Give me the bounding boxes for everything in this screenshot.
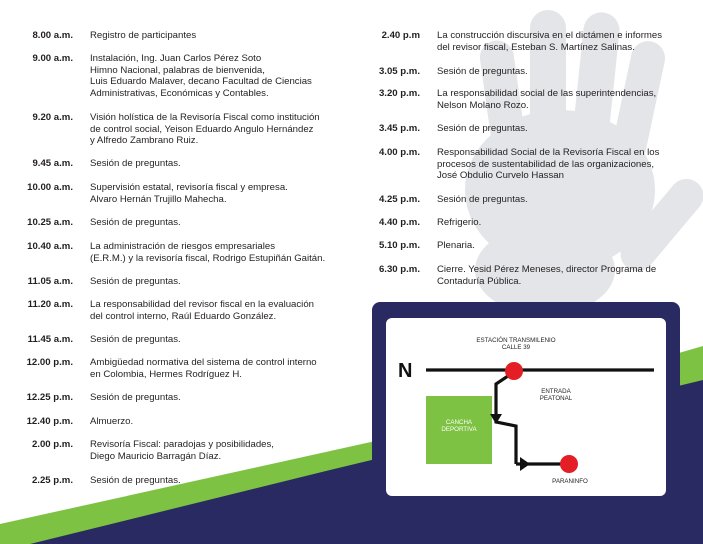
destination-marker bbox=[560, 455, 578, 473]
schedule-time: 4.00 p.m. bbox=[378, 147, 420, 158]
schedule-time: 9.00 a.m. bbox=[32, 53, 73, 64]
schedule-time: 12.40 p.m. bbox=[26, 416, 73, 427]
schedule-description: Almuerzo. bbox=[90, 416, 134, 427]
schedule-description: Sesión de preguntas. bbox=[90, 334, 181, 345]
schedule-time: 12.00 p.m. bbox=[26, 357, 73, 368]
schedule-description: Sesión de preguntas. bbox=[90, 217, 181, 228]
schedule-time: 10.00 a.m. bbox=[27, 182, 73, 193]
schedule-time: 9.20 a.m. bbox=[32, 112, 73, 123]
schedule-description: Registro de participantes bbox=[90, 30, 197, 41]
schedule-description: Sesión de preguntas. bbox=[90, 276, 181, 287]
schedule-time: 2.40 p.m bbox=[381, 30, 420, 41]
schedule-time: 3.05 p.m. bbox=[378, 66, 420, 77]
schedule-description: Visión holística de la Revisoría Fiscal como institución de control social, Yeison Eduardo Angulo Hernández y Alfredo Zambrano Ruiz. bbox=[90, 112, 320, 147]
schedule-time: 6.30 p.m. bbox=[378, 264, 420, 275]
schedule-description: Revisoría Fiscal: paradojas y posibilidades, Diego Mauricio Barragán Díaz. bbox=[90, 439, 274, 462]
schedule-description: Sesión de preguntas. bbox=[90, 475, 181, 486]
schedule-description: Cierre. Yesid Pérez Meneses, director Programa de Contaduría Pública. bbox=[437, 264, 657, 287]
schedule-time: 10.25 a.m. bbox=[27, 217, 73, 228]
schedule-time: 3.45 p.m. bbox=[378, 123, 420, 134]
schedule-description: Sesión de preguntas. bbox=[90, 392, 181, 403]
schedule-description: Refrigerio. bbox=[437, 217, 482, 228]
schedule-description: Plenaria. bbox=[437, 240, 475, 251]
schedule-time: 2.25 p.m. bbox=[31, 475, 73, 486]
location-map bbox=[372, 302, 680, 510]
field-label: CANCHA DEPORTIVA bbox=[441, 419, 477, 434]
schedule-description: Ambigüedad normativa del sistema de control interno en Colombia, Hermes Rodríguez H. bbox=[90, 357, 317, 380]
schedule-time: 11.05 a.m. bbox=[27, 276, 73, 287]
schedule-description: La responsabilidad social de las superintendencias, Nelson Molano Rozo. bbox=[437, 88, 657, 111]
schedule-description: Responsabilidad Social de la Revisoría Fiscal en los procesos de sustentabilidad de las organizaciones, José Obdulio Curvelo Hassan bbox=[437, 147, 660, 182]
schedule-time: 12.25 p.m. bbox=[26, 392, 73, 403]
schedule-time: 5.10 p.m. bbox=[378, 240, 420, 251]
schedule-description: Supervisión estatal, revisoría fiscal y empresa. Alvaro Hernán Trujillo Mahecha. bbox=[90, 182, 288, 205]
schedule-description: La administración de riesgos empresariales (E.R.M.) y la revisoría fiscal, Rodrigo Estupiñán Gaitán. bbox=[90, 241, 326, 264]
schedule-time: 10.40 a.m. bbox=[27, 241, 73, 252]
schedule-description: Sesión de preguntas. bbox=[437, 123, 528, 134]
north-label: N bbox=[398, 360, 413, 382]
schedule-description: Sesión de preguntas. bbox=[437, 66, 528, 77]
schedule-time: 11.20 a.m. bbox=[27, 299, 73, 310]
schedule-description: La construcción discursiva en el dictámen e informes del revisor fiscal, Esteban S. Martínez Salinas. bbox=[437, 30, 663, 53]
schedule-time: 3.20 p.m. bbox=[378, 88, 420, 99]
entrance-label: ENTRADA PEATONAL bbox=[539, 388, 573, 403]
schedule-time: 9.45 a.m. bbox=[32, 158, 73, 169]
schedule-time: 4.40 p.m. bbox=[378, 217, 420, 228]
station-label: ESTACIÓN TRANSMILENIO CALLE 39 bbox=[476, 337, 556, 352]
schedule-description: Sesión de preguntas. bbox=[90, 158, 181, 169]
schedule-description: Instalación, Ing. Juan Carlos Pérez Soto Himno Nacional, palabras de bienvenida, Luis Eduardo Malaver, decano Facultad de Ciencias Administrativas, Económicas y Contables. bbox=[90, 53, 312, 99]
map-drawing bbox=[372, 302, 680, 510]
schedule-description: Sesión de preguntas. bbox=[437, 194, 528, 205]
schedule-description: La responsabilidad del revisor fiscal en la evaluación del control interno, Raúl Eduardo González. bbox=[90, 299, 314, 322]
schedule-time: 11.45 a.m. bbox=[27, 334, 73, 345]
destination-label: PARANINFO bbox=[552, 478, 588, 485]
schedule-time: 8.00 a.m. bbox=[32, 30, 73, 41]
schedule-time: 2.00 p.m. bbox=[31, 439, 73, 450]
schedule-time: 4.25 p.m. bbox=[378, 194, 420, 205]
station-marker bbox=[505, 362, 523, 380]
